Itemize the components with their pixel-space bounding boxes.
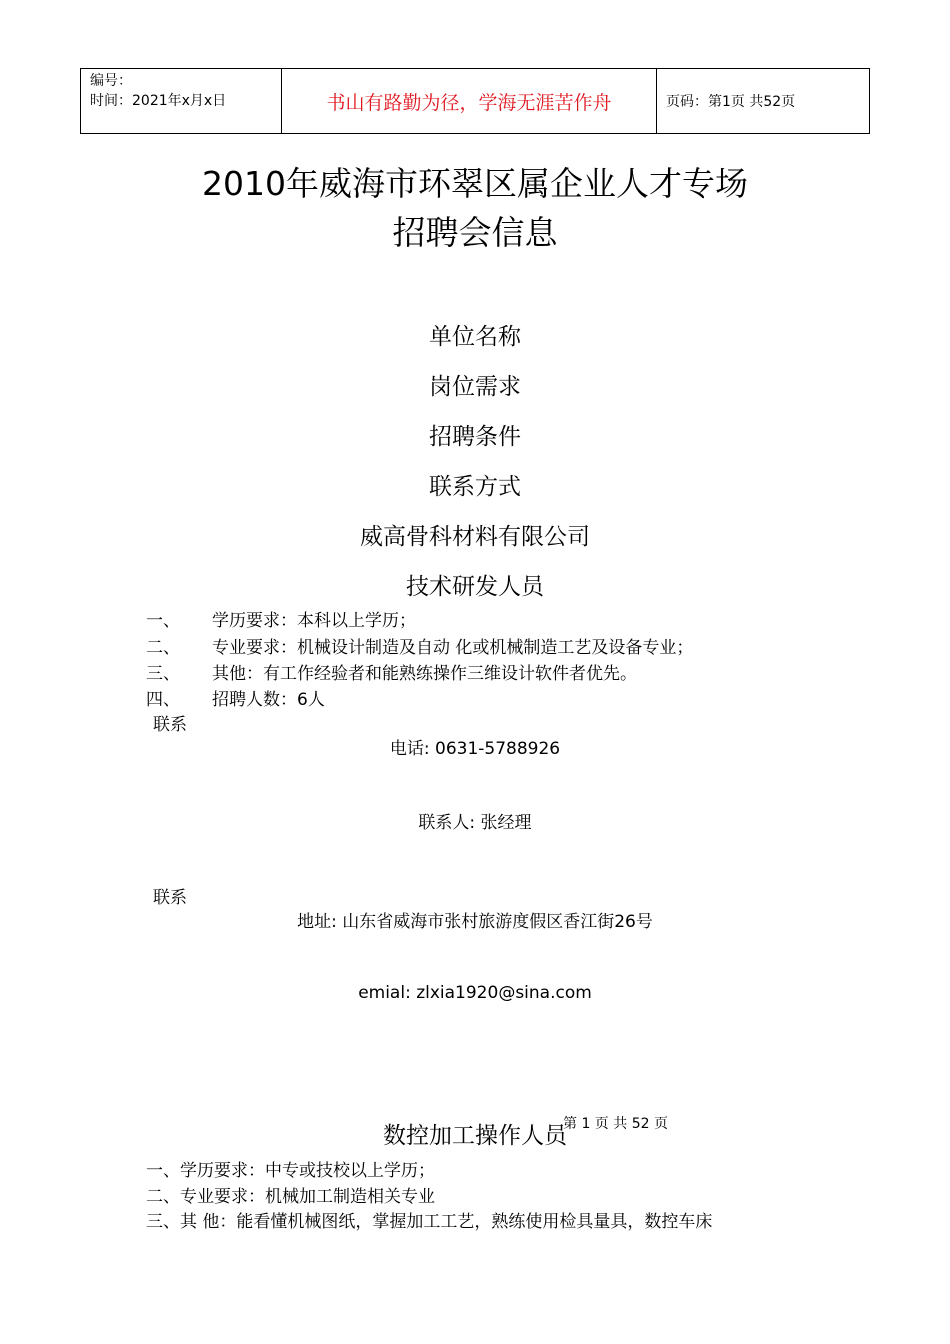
- section-unit-name: 单位名称: [429, 324, 521, 350]
- list-num: 一、: [146, 611, 180, 631]
- time-label: 时间：2021年x月x日: [90, 93, 227, 109]
- header-table: [80, 68, 870, 134]
- contact-address: 地址: 山东省威海市张村旅游度假区香江街26号: [297, 912, 653, 932]
- contact-email: emial: zlxia1920@sina.com: [358, 983, 592, 1003]
- list-text: 其他：有工作经验者和能熟练操作三维设计软件者优先。: [212, 664, 637, 684]
- header-motto: 书山有路勤为径，学海无涯苦作舟: [282, 69, 657, 133]
- job2-title: 数控加工操作人员: [383, 1123, 567, 1149]
- list-item: 一、学历要求：中专或技校以上学历；: [146, 1161, 435, 1181]
- list-item: [146, 685, 325, 710]
- section-position: 岗位需求: [429, 374, 521, 400]
- footer-page-number: 第 1 页 共 52 页: [563, 1116, 668, 1132]
- contact-label-1: 联系: [153, 715, 187, 735]
- list-num: 四、: [146, 690, 180, 710]
- section-contact-method: 联系方式: [429, 474, 521, 500]
- serial-label: 编号：: [90, 73, 132, 89]
- page-title-line2: 招聘会信息: [392, 213, 558, 252]
- header-meta: [81, 69, 282, 133]
- list-num: 三、: [146, 664, 180, 684]
- list-item: 三、其 他：能看懂机械图纸，掌握加工工艺，熟练使用检具量具，数控车床: [146, 1212, 713, 1232]
- page-title-line1: 2010年威海市环翠区属企业人才专场: [202, 164, 748, 203]
- list-text: 招聘人数：6人: [212, 690, 325, 710]
- contact-label-2: 联系: [153, 888, 187, 908]
- job1-title: 技术研发人员: [406, 574, 544, 600]
- section-conditions: 招聘条件: [429, 424, 521, 450]
- list-item: [146, 659, 637, 684]
- list-item: 二、专业要求：机械加工制造相关专业: [146, 1187, 435, 1207]
- contact-person: 联系人: 张经理: [418, 813, 532, 833]
- contact-phone: 电话: 0631-5788926: [389, 739, 561, 759]
- list-item: [146, 606, 416, 631]
- company-name: 威高骨科材料有限公司: [360, 524, 590, 550]
- header-page-info: 页码：第1页 共52页: [666, 94, 796, 110]
- list-text: 专业要求：机械设计制造及自动 化或机械制造工艺及设备专业；: [212, 638, 694, 658]
- list-item: [146, 633, 693, 658]
- list-text: 学历要求：本科以上学历；: [212, 611, 416, 631]
- list-num: 二、: [146, 638, 180, 658]
